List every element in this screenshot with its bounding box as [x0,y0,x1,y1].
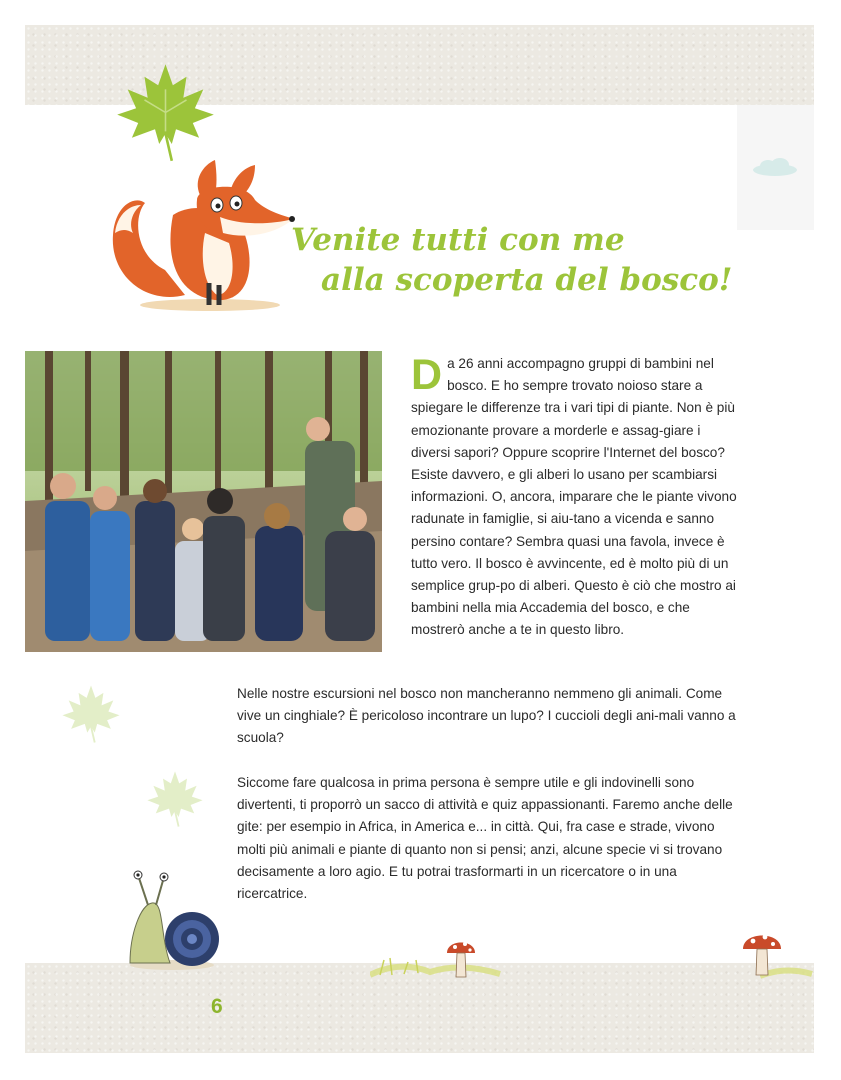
maple-leaf-icon [60,683,122,745]
grass-icon [370,940,510,980]
intro-text-column [411,353,741,642]
cloud-icon [750,155,800,179]
page-title [291,220,761,300]
snail-illustration [120,865,230,975]
title-line-2: alla scoperta del bosco! [321,262,733,298]
fox-illustration [105,155,295,315]
dropcap-letter: D [411,351,443,399]
title-line-1: Venite tutti con me [291,222,625,258]
mushroom-icon [443,933,479,981]
maple-leaf-icon [145,769,205,829]
paragraph-activities: Siccome fare qualcosa in prima persona è sempre utile e gli indovinelli sono divertenti, ti proporrò un sacco di attività e quiz appassionanti. Faremo anche delle gite: per esempio in Africa, in America e... in città. Qui, fra case e strade, vivono molti più animali e piante di quanto non si pensi; anzi, alcune specie vi si trovano decisamente a loro agio. E tu potrai trasformarti in un ricercatore o in una ricercatrice. [237,775,733,902]
book-page [25,25,814,1053]
maple-leaf-icon [113,60,218,165]
intro-paragraph: a 26 anni accompagno gruppi di bambini nel bosco. E ho sempre trovato noioso stare a spiegare le differenze tra i vari tipi di piante. Non è più emozionante provare a morderle e assag-giare i diversi sapori? Oppure scoprire l'Internet del bosco? Esiste davvero, e gli alberi lo usano per scambiarsi informazioni. O, ancora, imparare che le piante vivono radunate in famiglie, si aiu-tano a vicenda e sanno persino contare? Sembra quasi una favola, invece è tutto vero. Il bosco è avvincente, ed è molto più di un semplice grup-po di alberi. Questo è ciò che mostro ai bambini nella mia Accademia del bosco, e che mostrerò anche a te in questo libro. [411,356,737,638]
paragraph-animals: Nelle nostre escursioni nel bosco non mancheranno nemmeno gli animali. Come vive un cinghiale? È pericoloso incontrare un lupo? I cuccioli degli ani-mali vanno a scuola? [237,686,736,746]
page-number: 6 [211,995,223,1018]
forest-photo [25,351,382,652]
mushroom-icon [740,927,784,979]
